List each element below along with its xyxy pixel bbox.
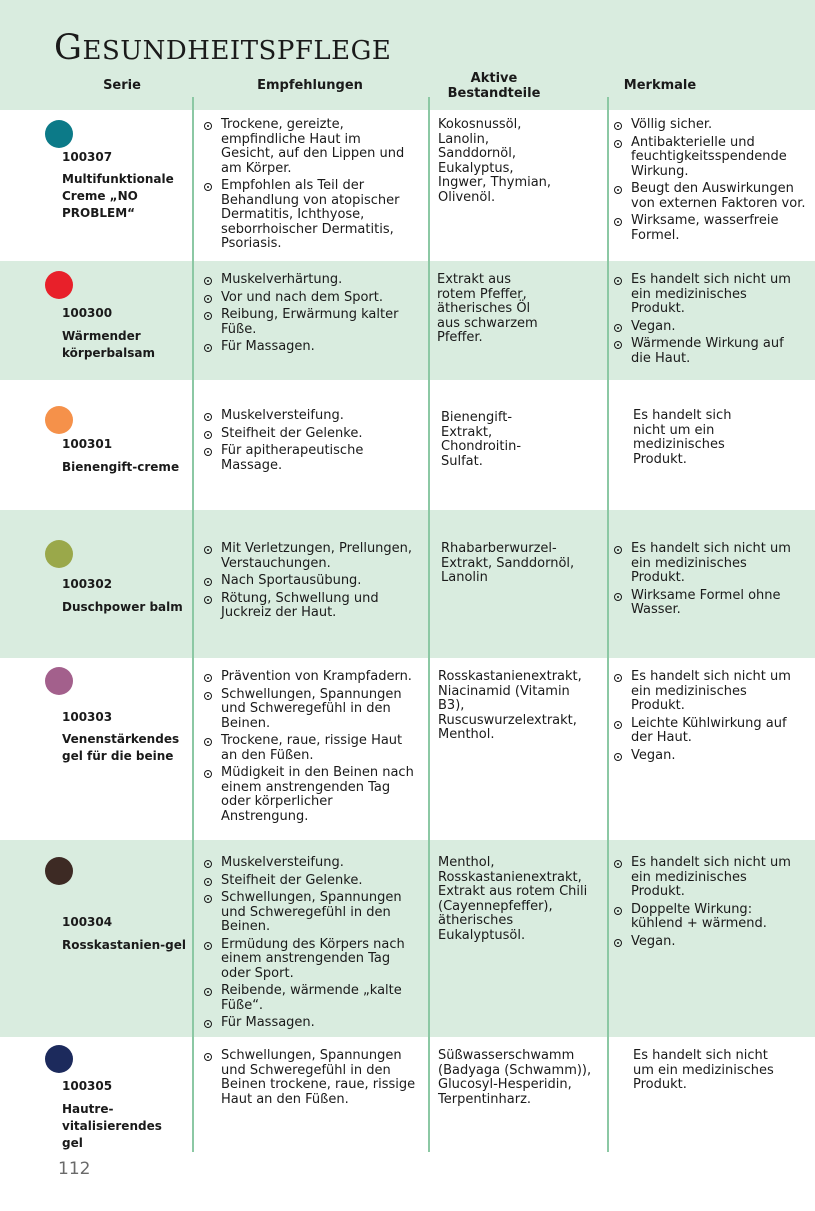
column-divider xyxy=(607,97,609,1152)
bullet-icon xyxy=(204,312,212,320)
list-item: Muskelversteifung. xyxy=(204,856,416,871)
bullet-icon xyxy=(614,907,622,915)
bullet-icon xyxy=(204,942,212,950)
merkmale-text: Es handelt sich nicht um ein medizinisches Produkt. xyxy=(633,1048,774,1092)
bullet-icon xyxy=(204,277,212,285)
list-item: Es handelt sich nicht um ein medizinisches Produkt. xyxy=(614,670,804,714)
color-dot xyxy=(45,271,73,299)
column-header-bestandteile: Bestandteile xyxy=(447,86,541,101)
color-dot xyxy=(45,540,73,568)
bestandteile-text: Kokosnussöl, Lanolin, Sanddornöl, Eukalyptus, Ingwer, Thymian, Olivenöl. xyxy=(438,117,552,205)
bullet-icon xyxy=(204,988,212,996)
empfehlungen-list xyxy=(204,273,416,358)
bullet-icon xyxy=(204,578,212,586)
list-item: Doppelte Wirkung: kühlend + wärmend. xyxy=(614,903,804,932)
list-item: Leichte Kühlwirkung auf der Haut. xyxy=(614,717,804,746)
page-title: GESUNDHEITSPFLEGE xyxy=(54,28,392,68)
merkmale-list xyxy=(614,273,804,369)
list-item: Prävention von Krampfadern. xyxy=(204,670,416,685)
product-name: Hautre-vitalisierendes gel xyxy=(62,1102,162,1150)
bullet-icon xyxy=(204,895,212,903)
list-item: Wirksame, wasserfreie Formel. xyxy=(614,214,814,243)
list-item: Vegan. xyxy=(614,320,804,335)
list-item: Schwellungen, Spannungen und Schweregefühl in den Beinen. xyxy=(204,891,416,935)
product-name: Rosskastanien-gel xyxy=(62,938,186,952)
bullet-icon xyxy=(204,692,212,700)
column-header-aktive: Aktive xyxy=(470,71,518,86)
list-item: Reibende, wärmende „kalte Füße“. xyxy=(204,984,416,1013)
bullet-icon xyxy=(204,1053,212,1061)
bullet-icon xyxy=(204,431,212,439)
product-name: Bienengift-creme xyxy=(62,460,180,474)
merkmale-list xyxy=(614,542,804,621)
color-dot xyxy=(45,406,73,434)
bullet-icon xyxy=(204,448,212,456)
bullet-icon xyxy=(614,860,622,868)
color-dot xyxy=(45,857,73,885)
list-item: Beugt den Auswirkungen von externen Faktoren vor. xyxy=(614,182,814,211)
product-code: 100302 xyxy=(62,577,113,591)
list-item: Schwellungen, Spannungen und Schweregefühl in den Beinen. xyxy=(204,688,416,732)
list-item: Mit Verletzungen, Prellungen, Verstauchungen. xyxy=(204,542,422,571)
product-name: Multifunktionale Creme „NO PROBLEM“ xyxy=(62,172,174,220)
column-header-merkmale: Merkmale xyxy=(623,78,697,93)
list-item: Müdigkeit in den Beinen nach einem anstrengenden Tag oder körperlicher Anstrengung. xyxy=(204,766,416,824)
empfehlungen-list xyxy=(204,1049,422,1110)
list-item: Wärmende Wirkung auf die Haut. xyxy=(614,337,804,366)
bullet-icon xyxy=(614,593,622,601)
bullet-icon xyxy=(614,324,622,332)
list-item: Ermüdung des Körpers nach einem anstrengenden Tag oder Sport. xyxy=(204,938,416,982)
color-dot xyxy=(45,667,73,695)
color-dot xyxy=(45,120,73,148)
list-item: Wirksame Formel ohne Wasser. xyxy=(614,589,804,618)
list-item: Vor und nach dem Sport. xyxy=(204,291,416,306)
product-code: 100307 xyxy=(62,150,113,164)
merkmale-list xyxy=(614,856,804,952)
bestandteile-text: Bienengift-Extrakt, Chondroitin-Sulfat. xyxy=(441,410,522,469)
list-item: Schwellungen, Spannungen und Schweregefühl in den Beinen trockene, raue, rissige Haut an den Füßen. xyxy=(204,1049,422,1107)
list-item: Völlig sicher. xyxy=(614,118,814,133)
list-item: Empfohlen als Teil der Behandlung von atopischer Dermatitis, Ichthyose, seborrhoischer Dermatitis, Psoriasis. xyxy=(204,179,416,252)
list-item: Vegan. xyxy=(614,749,804,764)
bullet-icon xyxy=(204,295,212,303)
list-item: Nach Sportausübung. xyxy=(204,574,422,589)
list-item: Für Massagen. xyxy=(204,1016,416,1031)
bullet-icon xyxy=(204,674,212,682)
empfehlungen-list xyxy=(204,118,416,255)
list-item: Antibakterielle und feuchtigkeitsspendende Wirkung. xyxy=(614,136,814,180)
bullet-icon xyxy=(204,596,212,604)
list-item: Steifheit der Gelenke. xyxy=(204,874,416,889)
list-item: Trockene, gereizte, empfindliche Haut im Gesicht, auf den Lippen und am Körper. xyxy=(204,118,416,176)
bullet-icon xyxy=(614,218,622,226)
bestandteile-text: Süßwasserschwamm (Badyaga (Schwamm)), Glucosyl-Hesperidin, Terpentinharz. xyxy=(438,1048,592,1107)
list-item: Es handelt sich nicht um ein medizinisches Produkt. xyxy=(614,856,804,900)
bestandteile-text: Extrakt aus rotem Pfeffer, ätherisches Öl aus schwarzem Pfeffer. xyxy=(437,272,538,345)
bullet-icon xyxy=(614,277,622,285)
product-name: Wärmender körperbalsam xyxy=(62,329,156,360)
bullet-icon xyxy=(614,122,622,130)
page-number: 112 xyxy=(58,1159,91,1179)
list-item: Es handelt sich nicht um ein medizinisches Produkt. xyxy=(614,542,804,586)
list-item: Vegan. xyxy=(614,935,804,950)
merkmale-list xyxy=(614,670,804,766)
bullet-icon xyxy=(204,860,212,868)
list-item: Trockene, raue, rissige Haut an den Füßen. xyxy=(204,734,416,763)
list-item: Für apitherapeutische Massage. xyxy=(204,444,416,473)
bestandteile-text: Rosskastanienextrakt, Niacinamid (Vitamin B3), Ruscuswurzelextrakt, Menthol. xyxy=(438,669,582,742)
product-code: 100304 xyxy=(62,915,113,929)
bullet-icon xyxy=(614,186,622,194)
column-divider xyxy=(428,97,430,1152)
empfehlungen-list xyxy=(204,542,422,624)
bullet-icon xyxy=(204,738,212,746)
bullet-icon xyxy=(614,939,622,947)
color-dot xyxy=(45,1045,73,1073)
list-item: Steifheit der Gelenke. xyxy=(204,427,416,442)
bullet-icon xyxy=(204,344,212,352)
column-header-empfehlungen: Empfehlungen xyxy=(257,78,363,93)
bullet-icon xyxy=(204,878,212,886)
bullet-icon xyxy=(204,122,212,130)
column-divider xyxy=(192,97,194,1152)
bullet-icon xyxy=(614,674,622,682)
bullet-icon xyxy=(204,770,212,778)
list-item: Für Massagen. xyxy=(204,340,416,355)
list-item: Rötung, Schwellung und Juckreiz der Haut. xyxy=(204,592,422,621)
product-name: Venenstärkendes gel für die beine xyxy=(62,732,180,763)
product-code: 100305 xyxy=(62,1079,113,1093)
list-item: Muskelversteifung. xyxy=(204,409,416,424)
product-name: Duschpower balm xyxy=(62,600,183,614)
bullet-icon xyxy=(204,183,212,191)
product-code: 100301 xyxy=(62,437,113,451)
empfehlungen-list xyxy=(204,409,416,476)
bullet-icon xyxy=(204,1020,212,1028)
merkmale-list xyxy=(614,118,814,246)
merkmale-text: Es handelt sich nicht um ein medizinisches Produkt. xyxy=(633,408,732,467)
bestandteile-text: Rhabarberwurzel-Extrakt, Sanddornöl, Lanolin xyxy=(441,541,575,585)
list-item: Muskelverhärtung. xyxy=(204,273,416,288)
product-code: 100300 xyxy=(62,306,113,320)
bullet-icon xyxy=(204,413,212,421)
list-item: Reibung, Erwärmung kalter Füße. xyxy=(204,308,416,337)
bullet-icon xyxy=(614,341,622,349)
bullet-icon xyxy=(204,546,212,554)
empfehlungen-list xyxy=(204,670,416,827)
bullet-icon xyxy=(614,546,622,554)
list-item: Es handelt sich nicht um ein medizinisches Produkt. xyxy=(614,273,804,317)
bestandteile-text: Menthol, Rosskastanienextrakt, Extrakt aus rotem Chili (Cayennepfeffer), ätherisches Eukalyptusöl. xyxy=(438,855,588,943)
empfehlungen-list xyxy=(204,856,416,1034)
product-code: 100303 xyxy=(62,710,113,724)
column-header-serie: Serie xyxy=(103,78,141,93)
bullet-icon xyxy=(614,140,622,148)
bullet-icon xyxy=(614,753,622,761)
bullet-icon xyxy=(614,721,622,729)
